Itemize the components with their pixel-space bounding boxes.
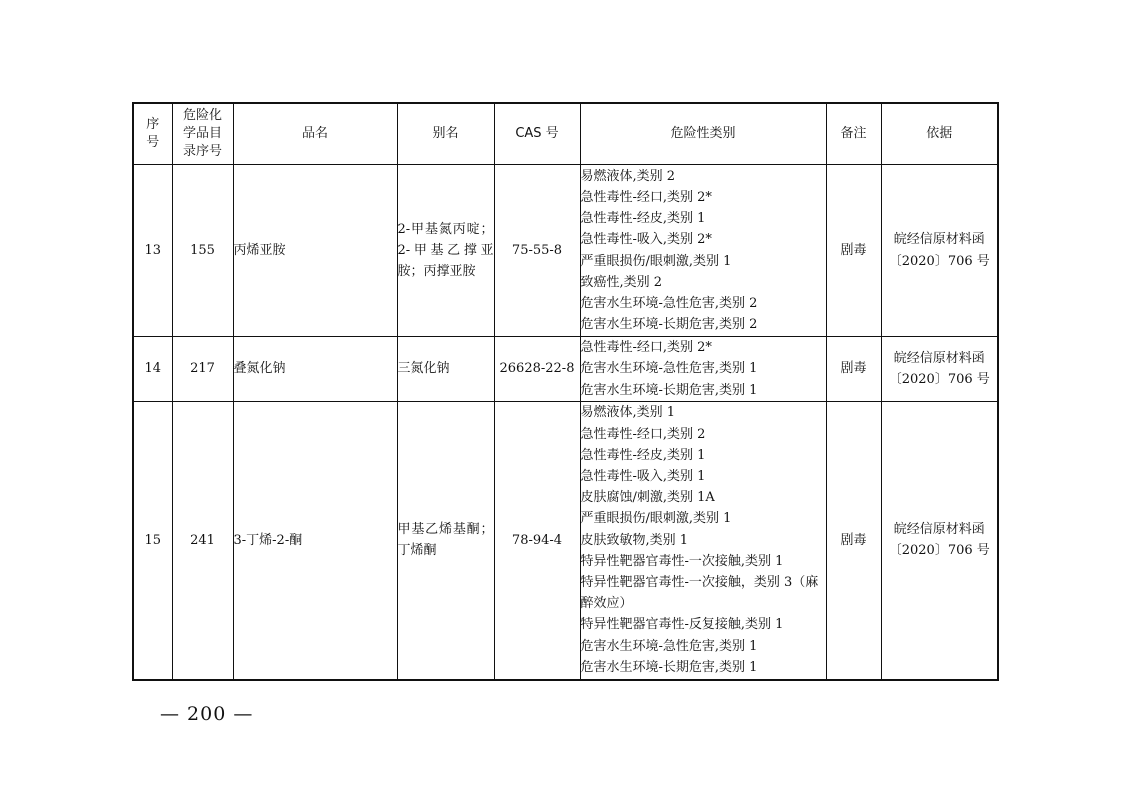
table-row xyxy=(133,337,998,402)
page-number: — 200 — xyxy=(160,703,254,725)
header-cas: CAS 号 xyxy=(494,103,580,165)
hazard-item: 急性毒性-经口,类别 2* xyxy=(580,340,712,356)
hazard-item: 特异性靶器官毒性-一次接触，类别 3（麻醉效应） xyxy=(580,575,819,612)
hazard-item: 急性毒性-经皮,类别 1 xyxy=(580,447,706,463)
hazard-item: 急性毒性-吸入,类别 1 xyxy=(580,469,706,485)
cell-remark: 剧毒 xyxy=(826,337,881,402)
cell-seq: 13 xyxy=(133,165,172,337)
hazard-item: 严重眼损伤/眼刺激,类别 1 xyxy=(580,253,732,269)
cell-hazard-list xyxy=(580,165,826,337)
cell-basis: 皖经信原材料函 〔2020〕706 号 xyxy=(881,337,998,402)
table-header-row xyxy=(133,103,998,165)
header-seq: 序 号 xyxy=(133,103,172,165)
cell-seq: 15 xyxy=(133,402,172,680)
cell-cas: 75-55-8 xyxy=(494,165,580,337)
cell-name: 叠氮化钠 xyxy=(233,337,397,402)
cell-catalog: 241 xyxy=(172,402,233,680)
header-remark: 备注 xyxy=(826,103,881,165)
header-basis: 依据 xyxy=(881,103,998,165)
hazard-item: 急性毒性-经口,类别 2* xyxy=(580,189,712,205)
cell-cas: 78-94-4 xyxy=(494,402,580,680)
cell-alias: 2-甲基氮丙啶；2-甲基乙撑亚胺；丙撑亚胺 xyxy=(397,165,494,337)
hazard-item: 皮肤致敏物,类别 1 xyxy=(580,532,689,548)
hazard-item: 危害水生环境-急性危害,类别 1 xyxy=(580,638,758,654)
cell-catalog: 155 xyxy=(172,165,233,337)
cell-hazard-list xyxy=(580,337,826,402)
header-catalog-number: 危险化 学品目 录序号 xyxy=(172,103,233,165)
hazard-item: 特异性靶器官毒性-一次接触,类别 1 xyxy=(580,553,784,569)
hazard-item: 易燃液体,类别 2 xyxy=(580,168,676,184)
hazard-item: 危害水生环境-长期危害,类别 2 xyxy=(580,317,758,333)
cell-seq: 14 xyxy=(133,337,172,402)
cell-alias: 三氮化钠 xyxy=(397,337,494,402)
hazard-item: 危害水生环境-长期危害,类别 1 xyxy=(580,659,758,675)
cell-hazard-list xyxy=(580,402,826,680)
table-row xyxy=(133,402,998,680)
hazard-item: 急性毒性-经皮,类别 1 xyxy=(580,211,706,227)
cell-name: 3-丁烯-2-酮 xyxy=(233,402,397,680)
cell-catalog: 217 xyxy=(172,337,233,402)
cell-name: 丙烯亚胺 xyxy=(233,165,397,337)
hazard-item: 急性毒性-吸入,类别 2* xyxy=(580,232,712,248)
hazardous-chemicals-table xyxy=(132,102,999,681)
hazard-item: 特异性靶器官毒性-反复接触,类别 1 xyxy=(580,617,784,633)
hazard-item: 危害水生环境-急性危害,类别 2 xyxy=(580,295,758,311)
hazard-item: 危害水生环境-长期危害,类别 1 xyxy=(580,382,758,398)
cell-remark: 剧毒 xyxy=(826,402,881,680)
cell-cas: 26628-22-8 xyxy=(494,337,580,402)
cell-remark: 剧毒 xyxy=(826,165,881,337)
header-name: 品名 xyxy=(233,103,397,165)
cell-basis: 皖经信原材料函 〔2020〕706 号 xyxy=(881,165,998,337)
hazard-item: 急性毒性-经口,类别 2 xyxy=(580,426,706,442)
header-hazard-class: 危险性类别 xyxy=(580,103,826,165)
hazard-item: 皮肤腐蚀/刺激,类别 1A xyxy=(580,490,715,506)
cell-basis: 皖经信原材料函 〔2020〕706 号 xyxy=(881,402,998,680)
hazard-item: 危害水生环境-急性危害,类别 1 xyxy=(580,361,758,377)
header-alias: 别名 xyxy=(397,103,494,165)
hazard-item: 致癌性,类别 2 xyxy=(580,274,663,290)
hazard-item: 严重眼损伤/眼刺激,类别 1 xyxy=(580,511,732,527)
hazard-item: 易燃液体,类别 1 xyxy=(580,405,676,421)
table-row xyxy=(133,165,998,337)
cell-alias: 甲基乙烯基酮；丁烯酮 xyxy=(397,402,494,680)
